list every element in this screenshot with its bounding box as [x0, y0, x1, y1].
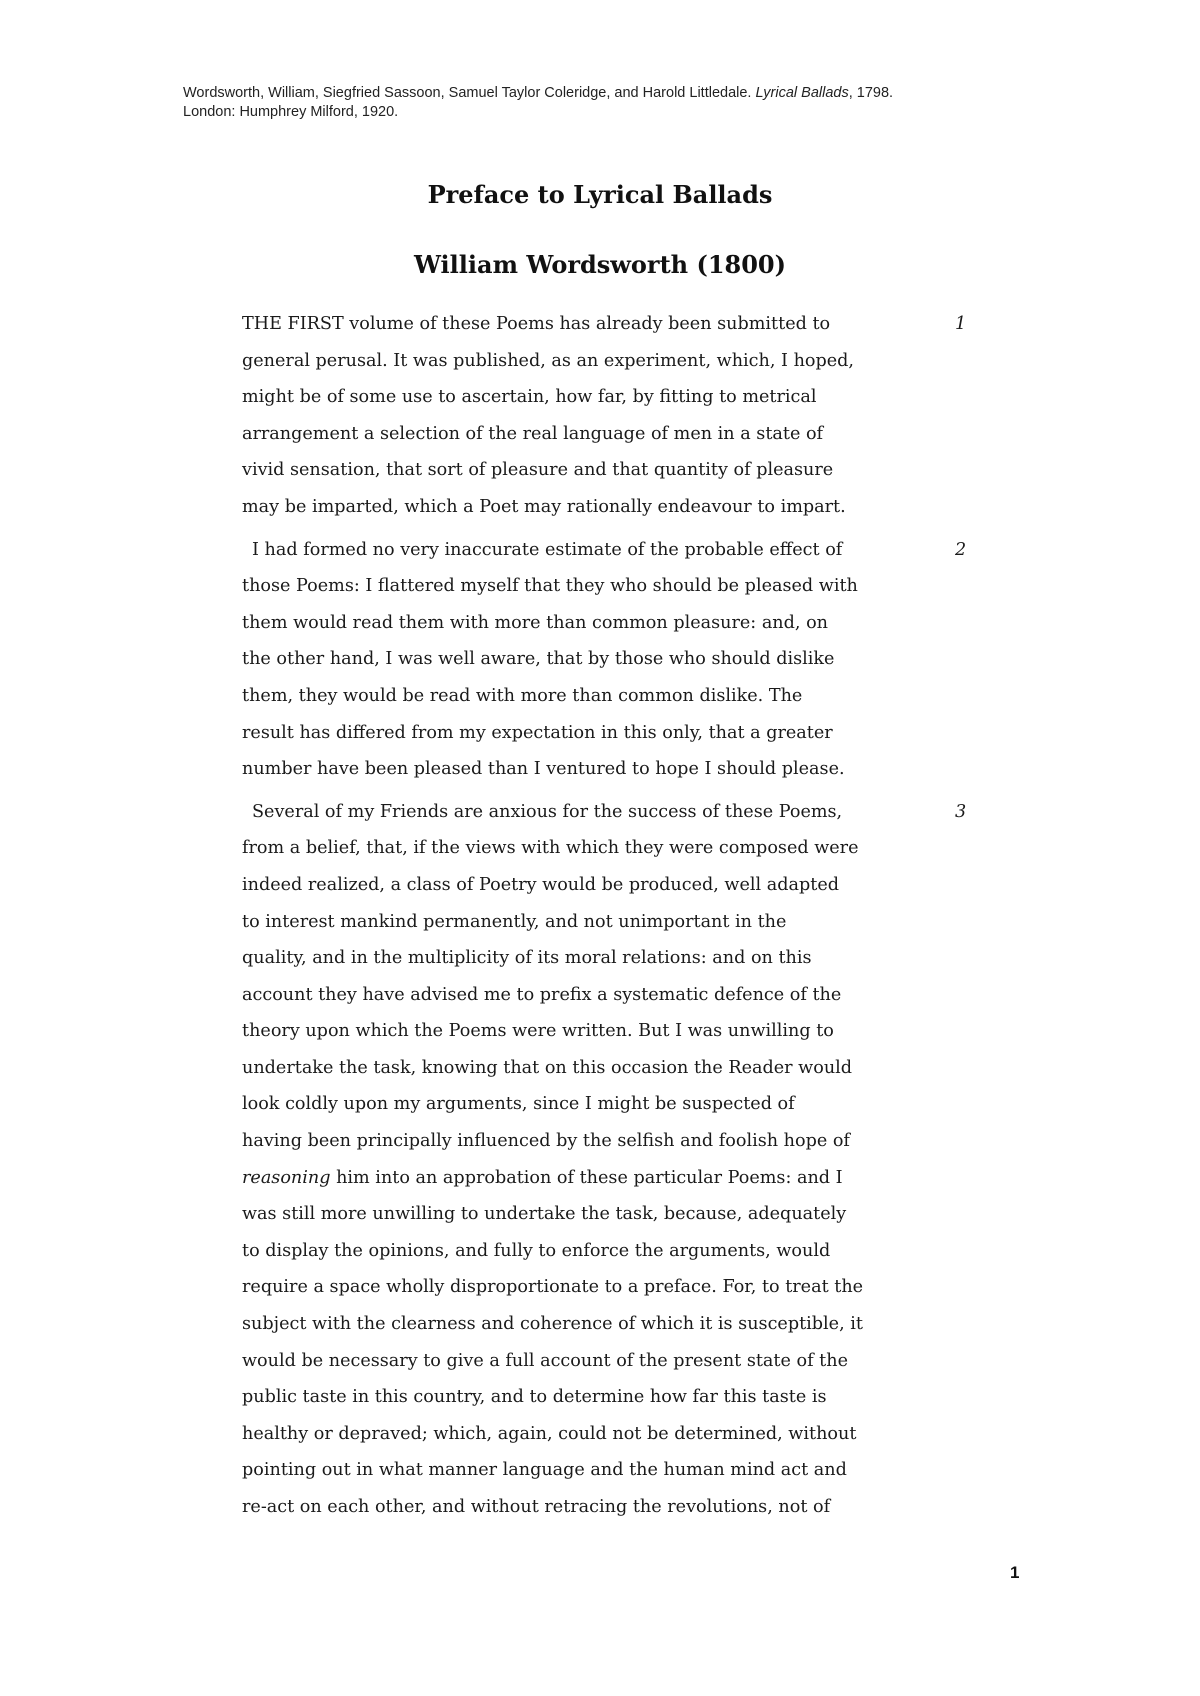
- paragraph-number: 1: [955, 314, 967, 334]
- paragraph-number: 3: [955, 801, 967, 822]
- text-line: pointing out in what manner language and the human mind act and: [242, 1460, 847, 1481]
- text-line: account they have advised me to prefix a systematic defence of the: [242, 984, 842, 1005]
- text-line: was still more unwilling to undertake the task, because, adequately: [242, 1204, 847, 1225]
- text-line: re-act on each other, and without retracing the revolutions, not of: [242, 1497, 831, 1517]
- text-fragment: him into an approbation of these particular Poems: and I: [330, 1167, 843, 1188]
- text-line: look coldly upon my arguments, since I might be suspected of: [242, 1094, 795, 1115]
- paragraph-1: [242, 306, 967, 526]
- text-line: would be necessary to give a full account of the present state of the: [242, 1350, 848, 1371]
- text-line: number have been pleased than I ventured to hope I should please.: [242, 759, 845, 780]
- text-line: require a space wholly disproportionate to a preface. For, to treat the: [242, 1277, 864, 1298]
- document-author: William Wordsworth (1800): [414, 250, 786, 279]
- paragraph-3: [242, 794, 967, 1526]
- text-line: vivid sensation, that sort of pleasure and that quantity of pleasure: [242, 460, 834, 481]
- text-line: I had formed no very inaccurate estimate of the probable effect of: [252, 539, 843, 560]
- text-line: undertake the task, knowing that on this occasion the Reader would: [242, 1057, 853, 1078]
- text-line: may be imparted, which a Poet may rationally endeavour to impart.: [242, 496, 846, 517]
- text-line: result has differed from my expectation in this only, that a greater: [242, 722, 833, 743]
- citation-authors: Wordsworth, William, Siegfried Sassoon, Samuel Taylor Coleridge, and Harold Littledale.: [183, 85, 756, 101]
- citation-book-title: Lyrical Ballads: [755, 85, 849, 101]
- page-number: 1: [1010, 1563, 1020, 1582]
- citation-publisher: London: Humphrey Milford, 1920.: [183, 104, 399, 120]
- text-line: indeed realized, a class of Poetry would be produced, well adapted: [242, 874, 840, 895]
- italic-word: reasoning: [242, 1167, 331, 1188]
- text-line: THE FIRST volume of these Poems has already been submitted to: [242, 314, 831, 334]
- paragraph-number: 2: [955, 539, 967, 560]
- text-line: the other hand, I was well aware, that by those who should dislike: [242, 649, 835, 670]
- paragraph-2: [242, 532, 967, 788]
- text-line: subject with the clearness and coherence of which it is susceptible, it: [242, 1314, 863, 1335]
- text-line: general perusal. It was published, as an experiment, which, I hoped,: [242, 350, 855, 371]
- text-line: those Poems: I flattered myself that they who should be pleased with: [242, 576, 858, 597]
- text-line: [242, 1160, 962, 1197]
- text-line: healthy or depraved; which, again, could not be determined, without: [242, 1423, 857, 1444]
- text-line: them would read them with more than common pleasure: and, on: [242, 612, 829, 633]
- text-line: might be of some use to ascertain, how far, by fitting to metrical: [242, 387, 817, 408]
- citation: [183, 84, 1043, 122]
- text-line: quality, and in the multiplicity of its moral relations: and on this: [242, 948, 812, 969]
- document-title: Preface to Lyrical Ballads: [427, 180, 773, 209]
- citation-year: , 1798.: [848, 85, 894, 101]
- text-line: Several of my Friends are anxious for the success of these Poems,: [252, 801, 843, 822]
- text-line: public taste in this country, and to determine how far this taste is: [242, 1387, 827, 1408]
- text-line: having been principally influenced by the selfish and foolish hope of: [242, 1131, 850, 1152]
- body-text: [242, 306, 967, 1532]
- text-line: to display the opinions, and fully to enforce the arguments, would: [242, 1240, 831, 1261]
- text-line: them, they would be read with more than common dislike. The: [242, 685, 803, 706]
- text-line: from a belief, that, if the views with which they were composed were: [242, 838, 859, 859]
- text-line: arrangement a selection of the real language of men in a state of: [242, 423, 824, 444]
- text-line: theory upon which the Poems were written. But I was unwilling to: [242, 1021, 834, 1042]
- text-line: to interest mankind permanently, and not unimportant in the: [242, 911, 787, 932]
